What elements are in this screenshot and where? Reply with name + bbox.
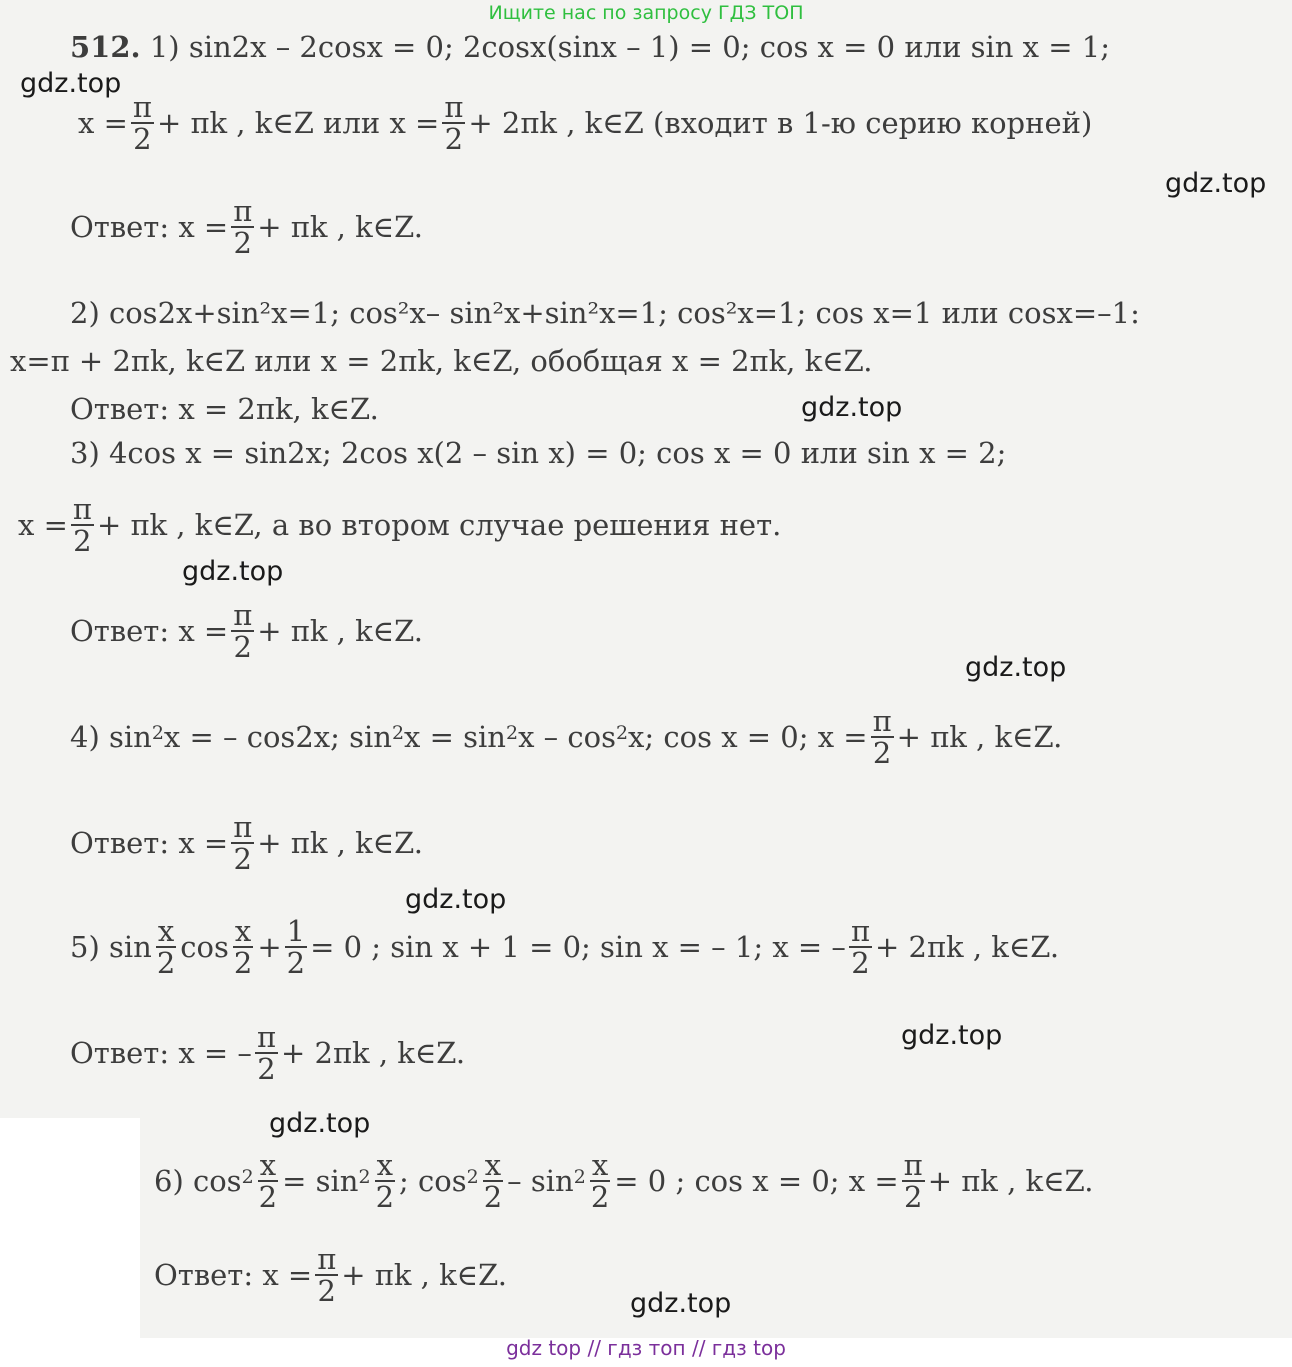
part2-equation: 2) cos2x+sin²x=1; cos²x– sin²x+sin²x=1; cos²x=1; cos x=1 или cosx=–1:	[70, 296, 1140, 330]
watermark: gdz.top	[1165, 168, 1267, 199]
search-banner[interactable]: Ищите нас по запросу ГДЗ ТОП	[488, 2, 804, 24]
fraction: $\frac{x}{2}$	[258, 1148, 278, 1215]
part2-solution: x=π + 2πk, k∈Z или x = 2πk, k∈Z, обобщая x = 2πk, k∈Z.	[10, 344, 873, 378]
part3-solution: x = $\frac{\pi}{2}$ + πk , k∈Z, а во втором случае решения нет.	[18, 492, 782, 559]
footer-links[interactable]: gdz top // гдз топ // гдз top	[506, 1336, 786, 1360]
watermark: gdz.top	[182, 556, 284, 587]
fraction: $\frac{x}{2}$	[233, 914, 253, 981]
watermark: gdz.top	[901, 1020, 1003, 1051]
part6-equation: 6) cos $^2$ $\frac{x}{2}$ = sin $^2$ $\frac{x}{2}$ ; cos $^2$ $\frac{x}{2}$ – sin $^2$ $\frac{x}{2}$ = 0 ; cos x = 0; x = $\frac{\pi}{2}$ + πk , k∈Z.	[154, 1148, 1094, 1215]
fraction: $\frac{1}{2}$	[286, 914, 306, 981]
watermark: gdz.top	[801, 392, 903, 423]
problem-number: 512.	[70, 30, 141, 64]
fraction: $\frac{x}{2}$	[590, 1148, 610, 1215]
fraction: $\frac{x}{2}$	[483, 1148, 503, 1215]
part5-equation: 5) sin $\frac{x}{2}$ cos $\frac{x}{2}$ + $\frac{1}{2}$ = 0 ; sin x + 1 = 0; sin x = – 1; x = – $\frac{\pi}{2}$ + 2πk , k∈Z.	[70, 914, 1060, 981]
fraction: $\frac{\pi}{2}$	[903, 1148, 923, 1215]
fraction: $\frac{\pi}{2}$	[233, 598, 253, 665]
watermark: gdz.top	[269, 1108, 371, 1139]
fraction: $\frac{\pi}{2}$	[233, 194, 253, 261]
watermark: gdz.top	[405, 884, 507, 915]
fraction: $\frac{\pi}{2}$	[872, 704, 892, 771]
fraction: $\frac{\pi}{2}$	[317, 1242, 337, 1309]
part1-solution: x = $\frac{\pi}{2}$ + πk , k∈Z или x = $\frac{\pi}{2}$ + 2πk , k∈Z (входит в 1-ю серию корней)	[78, 90, 1093, 157]
fraction: $\frac{\pi}{2}$	[72, 492, 92, 559]
fraction: $\frac{\pi}{2}$	[256, 1020, 276, 1087]
part4-equation: 4) sin $^2$ x = – cos2x; sin $^2$ x = sin $^2$ x – cos $^2$ x; cos x = 0; x = $\frac{\pi}{2}$ + πk , k∈Z.	[70, 704, 1063, 771]
watermark: gdz.top	[20, 68, 122, 99]
watermark: gdz.top	[965, 652, 1067, 683]
fraction: $\frac{x}{2}$	[375, 1148, 395, 1215]
part2-answer: Ответ: x = 2πk, k∈Z.	[70, 392, 379, 426]
part1-answer: Ответ: x = $\frac{\pi}{2}$ + πk , k∈Z.	[70, 194, 423, 261]
fraction: $\frac{\pi}{2}$	[233, 810, 253, 877]
part6-answer: Ответ: x = $\frac{\pi}{2}$ + πk , k∈Z.	[154, 1242, 507, 1309]
part1-equation: 512. 1) sin2x – 2cosx = 0; 2cosx(sinx – 1) = 0; cos x = 0 или sin x = 1;	[70, 30, 1110, 64]
fraction: $\frac{\pi}{2}$	[850, 914, 870, 981]
part4-answer: Ответ: x = $\frac{\pi}{2}$ + πk , k∈Z.	[70, 810, 423, 877]
fraction: $\frac{\pi}{2}$	[132, 90, 152, 157]
fraction: $\frac{\pi}{2}$	[444, 90, 464, 157]
part3-answer: Ответ: x = $\frac{\pi}{2}$ + πk , k∈Z.	[70, 598, 423, 665]
fraction: $\frac{x}{2}$	[156, 914, 176, 981]
watermark: gdz.top	[630, 1288, 732, 1319]
part5-answer: Ответ: x = – $\frac{\pi}{2}$ + 2πk , k∈Z.	[70, 1020, 466, 1087]
part3-equation: 3) 4cos x = sin2x; 2cos x(2 – sin x) = 0; cos x = 0 или sin x = 2;	[70, 436, 1007, 470]
